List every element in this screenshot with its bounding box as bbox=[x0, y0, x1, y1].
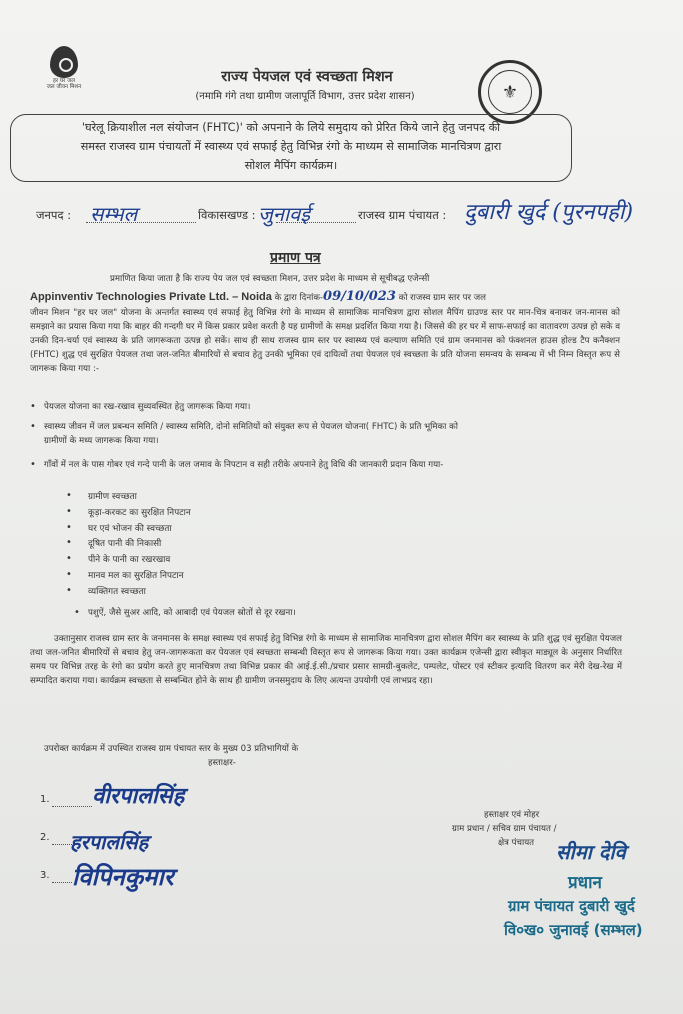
list-item-animals: • पशुऐं, जैसे सुअर आदि, को आबादी एवं पेयजल स्रोतों से दूर रखना। bbox=[88, 606, 588, 620]
program-title-line1: 'घरेलू क्रियाशील नल संयोजन (FHTC)' को अपनाने के लिये समुदाय को प्रेरित किये जाने हेतु जनपद की bbox=[81, 121, 501, 134]
list-item: • व्यक्तिगत स्वच्छता bbox=[88, 585, 191, 601]
emblem-icon: ⚜ bbox=[488, 70, 532, 114]
certificate-title: प्रमाण पत्र bbox=[270, 250, 321, 266]
attendee-signature-3: विपिनकुमार bbox=[72, 862, 174, 891]
point-committee bbox=[44, 420, 604, 448]
stamp-designation: प्रधान bbox=[568, 873, 602, 893]
closing-paragraph: उक्तानुसार राजस्व ग्राम स्तर के जनमानस के समक्ष स्वास्थ्य एवं सफाई हेतु विभिन्न रंगो के माध्यम से सामाजिक मानचित्रण द्वारा सोशल मैपिंग कर स्वास्थ्य के प्रति शुद्ध एवं सुरक्षित पेयजल तथा जल-जनित बीमारियों से बचाव हेतु जन-जागरूकता कर पेयजल एवं स्वच्छता सम्बन्धी विस्तृत रूप से जागरूक किया गया। उक्त कार्यक्रम एजेन्सी द्वारा स्वीकृत माड्यूल के अनुसार निर्धारित समय पर विभिन्न तरह के रंगो का प्रयोग करते हुए मानचित्रण तथा विभिन्न प्रकार की आई.ई.सी./प्रचार प्रसार सामग्री-बुकलेट, पम्पलेट, पोस्टर एवं स्टीकर इत्यादि वितरण कर मेरी देख-रेख में सम्पादित कराया गया। कार्यक्रम स्वच्छता से सम्बन्धित होने के साथ ही ग्रामीण जनसमुदाय के लिए अत्यन्त उपयोगी एवं लाभप्रद रहा। bbox=[30, 634, 622, 686]
logo-left-line1: हर घर जल bbox=[53, 78, 75, 84]
panchayat-value: दुबारी खुर्द (पुरनपही) bbox=[464, 200, 634, 225]
intro-date-label: के द्वारा दिनांक- bbox=[274, 293, 324, 303]
sign-seal-label: हस्ताक्षर एवं मोहर bbox=[484, 810, 540, 820]
district-label: जनपद : bbox=[36, 208, 72, 222]
point-committee-line1: • स्वास्थ्य जीवन में जल प्रबन्धन समिति / स्वास्थ्य समिति, दोनो समितियों को संयुक्त रूप से पेयजल योजना( FHTC) के प्रति भूमिका को bbox=[44, 422, 458, 432]
agency-name: Appinventiv Technologies Private Ltd. – Noida bbox=[30, 291, 272, 303]
attendees-line2: हस्ताक्षर- bbox=[208, 758, 236, 768]
jal-jeevan-mission-logo bbox=[40, 46, 88, 90]
pradhan-secretary-label: ग्राम प्रधान / सचिव ग्राम पंचायत / bbox=[452, 824, 557, 834]
list-item: • दूषित पानी की निकासी bbox=[88, 537, 191, 553]
attendee-signature-1: वीरपालसिंह bbox=[92, 783, 185, 809]
list-item: • मानव मल का सुरक्षित निपटान bbox=[88, 569, 191, 585]
stamp-block: वि०ख० जुनावई (सम्भल) bbox=[504, 921, 643, 939]
point-committee-line2: ग्रामीणों के मध्य जागरूक किया गया। bbox=[44, 436, 159, 446]
mission-subtitle: (नमामि गंगे तथा ग्रामीण जलापूर्ति विभाग, उत्तर प्रदेश शासन) bbox=[195, 91, 415, 102]
list-item: • घर एवं भोजन की स्वच्छता bbox=[88, 522, 191, 538]
block-value: जुनावई bbox=[258, 202, 311, 226]
block-label: विकासखण्ड : bbox=[198, 208, 256, 222]
program-title-box bbox=[10, 114, 572, 182]
district-value: सम्भल bbox=[90, 202, 138, 226]
mission-title: राज्य पेयजल एवं स्वच्छता मिशन bbox=[221, 69, 393, 85]
program-title-line2: समस्त राजस्व ग्राम पंचायतों में स्वास्थ्य एवं सफाई हेतु विभिन्न रंगो के माध्यम से सामाजिक मानचित्रण द्वारा bbox=[80, 140, 502, 153]
intro-line2-end: को राजस्व ग्राम स्तर पर जल bbox=[398, 293, 486, 303]
location-fields bbox=[36, 200, 656, 230]
program-title-line3: सोशल मैपिंग कार्यक्रम। bbox=[244, 159, 338, 172]
water-drop-icon bbox=[50, 46, 78, 78]
attendees-line1: उपरोक्त कार्यक्रम में उपस्थित राजस्व ग्राम पंचायत स्तर के मुख्य 03 प्रतिभागियों के bbox=[44, 744, 299, 754]
panchayat-label: राजस्व ग्राम पंचायत : bbox=[358, 208, 447, 222]
intro-line1: प्रमाणित किया जाता है कि राज्य पेय जल एवं स्वच्छता मिशन, उत्तर प्रदेश के माध्यम से सूचीबद्ध एजेन्सी bbox=[110, 274, 430, 284]
signature-number-2: 2. bbox=[40, 832, 50, 843]
signature-number-1: 1. bbox=[40, 794, 50, 805]
intro-line2 bbox=[30, 290, 630, 305]
program-date: 09/10/023 bbox=[323, 289, 396, 304]
stamp-panchayat: ग्राम पंचायत दुबारी खुर्द bbox=[508, 897, 635, 915]
pradhan-signature: सीमा देवि bbox=[556, 840, 626, 864]
point-disposal: • गाँवों में नल के पास गोबर एवं गन्दे पानी के जल जमाव के निपटान व सही तरीके अपनाने हेतु विधि की जानकारी प्रदान किया गया- bbox=[44, 458, 604, 472]
kshetra-panchayat-label: क्षेत्र पंचायत bbox=[498, 838, 535, 848]
logo-left-line2: जल जीवन मिशन bbox=[46, 84, 82, 90]
list-item: • ग्रामीण स्वच्छता bbox=[88, 490, 191, 506]
signature-number-3: 3. bbox=[40, 870, 50, 881]
hygiene-topics-list bbox=[88, 490, 191, 601]
list-item: • पीने के पानी का रखरखाव bbox=[88, 553, 191, 569]
intro-paragraph: जीवन मिशन "हर घर जल" योजना के अन्तर्गत स्वास्थ्य एवं सफाई हेतु विभिन्न रंगो के माध्यम से सामाजिक मानचित्रण द्वारा सोशल मैपिंग ग्राउण्ड स्तर पर मान-चित्र बनाकर जन-मानस को समझाने का प्रयास किया गया कि बाहर की गन्दगी घर में किस प्रकार प्रवेश करती है यह ग्रामीणों के समक्ष प्रदर्शित किया गया है। जिससे की हर घर में साफ-सफाई का वातावरण उत्पन्न हो सके व उनकी दिन-चर्या एवं स्वास्थ्य के प्रति जागरूकता उत्पन्न हो सकें। साथ ही साथ राजस्व ग्राम स्तर पर स्वास्थ्य एवं कल्याण समिति एवं ग्राम जनमानस को फंक्शनल हाउस होल्ड टैप कनैक्शन (FHTC) शुद्ध एवं सुरक्षित पेयजल तथा जल-जनित बीमारियों से बचाव हेतु उनकी भूमिका एवं दायित्वों तथा पेयजल एवं स्वच्छता के प्रति योजना समन्वय के सम्बन्ध में भी निम्न विस्तृत रूप से जागरूक किया गया :- bbox=[30, 308, 620, 374]
attendee-signature-2: हरपालसिंह bbox=[70, 830, 149, 854]
point-maintenance: • पेयजल योजना का रख-रखाव सुव्यवस्थित हेतु जागरूक किया गया। bbox=[44, 400, 604, 414]
list-item: • कूड़ा-करकट का सुरक्षित निपटान bbox=[88, 506, 191, 522]
